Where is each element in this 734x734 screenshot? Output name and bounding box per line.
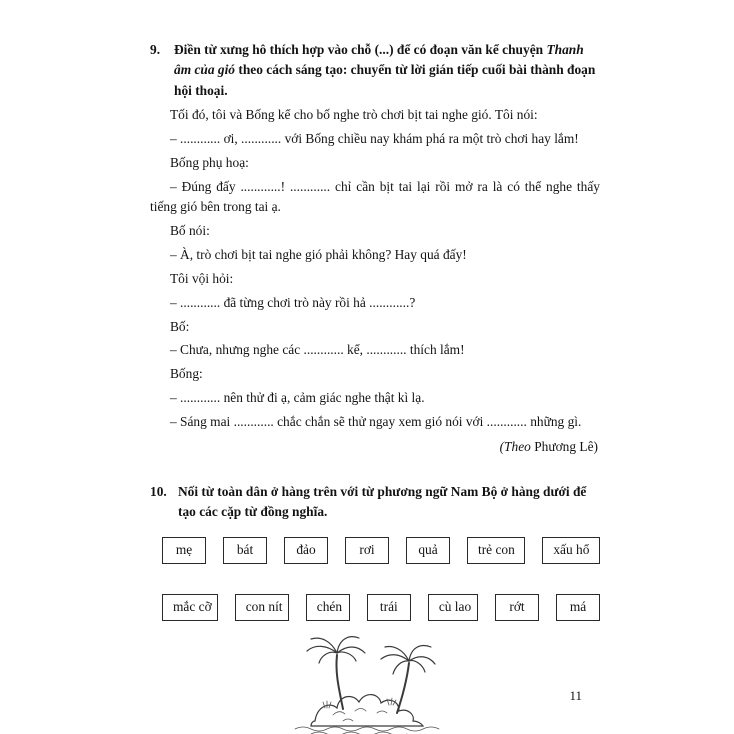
attribution-author: Phương Lê) [530, 439, 598, 455]
title-segment: theo cách sáng tạo: chuyển từ lời gián tiếp cuối bài thành đoạn hội thoại. [174, 62, 596, 98]
word-box: chén [306, 594, 350, 621]
word-box: rơi [345, 537, 389, 564]
word-box: quả [406, 537, 450, 564]
island-with-palm-trees-illustration [285, 631, 465, 734]
exercise10-title: Nối từ toàn dân ở hàng trên với từ phương ngữ Nam Bộ ở hàng dưới để tạo các cặp từ đồng nghĩa. [178, 483, 587, 520]
passage-line: – À, trò chơi bịt tai nghe gió phải không? Hay quá đấy! [170, 246, 467, 262]
illustration-container [150, 631, 600, 734]
word-row-top [162, 537, 600, 564]
word-box: bát [223, 537, 267, 564]
word-box: trẻ con [467, 537, 525, 564]
word-box: rớt [495, 594, 539, 621]
word-box: má [556, 594, 600, 621]
word-box: đảo [284, 537, 328, 564]
attribution-theo: (Theo [499, 439, 531, 455]
passage-line: – Chưa, nhưng nghe các ............ kể, ............ thích lắm! [170, 342, 465, 358]
word-box: mắc cỡ [162, 594, 218, 621]
page-number: 11 [569, 688, 582, 703]
exercise-10 [150, 482, 600, 622]
exercise9-number: 9. [150, 42, 161, 57]
word-box: trái [367, 594, 411, 621]
passage-line: – ............ đã từng chơi trò này rồi hả ............? [170, 294, 416, 310]
exercise9-heading [150, 40, 600, 101]
word-box: con nít [235, 594, 289, 621]
water-ripples [295, 727, 439, 734]
title-segment: Điền từ xưng hô thích hợp vào chỗ (...) để có đoạn văn kể chuyện [174, 42, 547, 57]
passage-line: Tôi vội hỏi: [170, 270, 234, 286]
island-rocks [311, 695, 423, 726]
attribution [150, 437, 598, 457]
passage-line: Tối đó, tôi và Bống kể cho bố nghe trò chơi bịt tai nghe gió. Tôi nói: [170, 107, 538, 123]
exercise9-title [174, 40, 600, 101]
page-content [150, 40, 600, 734]
word-box: xấu hổ [542, 537, 600, 564]
passage-line: Bống: [170, 366, 203, 382]
passage-line: Bống phụ hoạ: [170, 154, 249, 170]
exercise-9 [150, 40, 600, 458]
passage-line: – Đúng đấy ............! ............ chỉ cần bịt tai lại rồi mở ra là có thể nghe thấy tiếng gió bên trong tai ạ. [150, 178, 600, 215]
word-box: cù lao [428, 594, 478, 621]
title-segment: Thanh âm của gió [174, 42, 584, 78]
passage [150, 105, 600, 432]
word-box: mẹ [162, 537, 206, 564]
rock-hatching [333, 709, 387, 722]
exercise10-number: 10. [150, 483, 167, 499]
word-row-bottom [162, 594, 600, 621]
passage-line: – Sáng mai ............ chắc chắn sẽ thử ngay xem gió nói với ............ những gì. [170, 414, 582, 429]
palm-trunk-right [397, 663, 409, 713]
passage-line: – ............ nên thử đi ạ, cảm giác nghe thật kì lạ. [170, 390, 425, 406]
passage-line: – ............ ơi, ............ với Bống chiều nay khám phá ra một trò chơi hay lắm! [170, 131, 579, 146]
passage-line: Bố nói: [170, 223, 210, 238]
passage-line: Bố: [170, 318, 190, 334]
exercise10-heading [150, 482, 600, 523]
